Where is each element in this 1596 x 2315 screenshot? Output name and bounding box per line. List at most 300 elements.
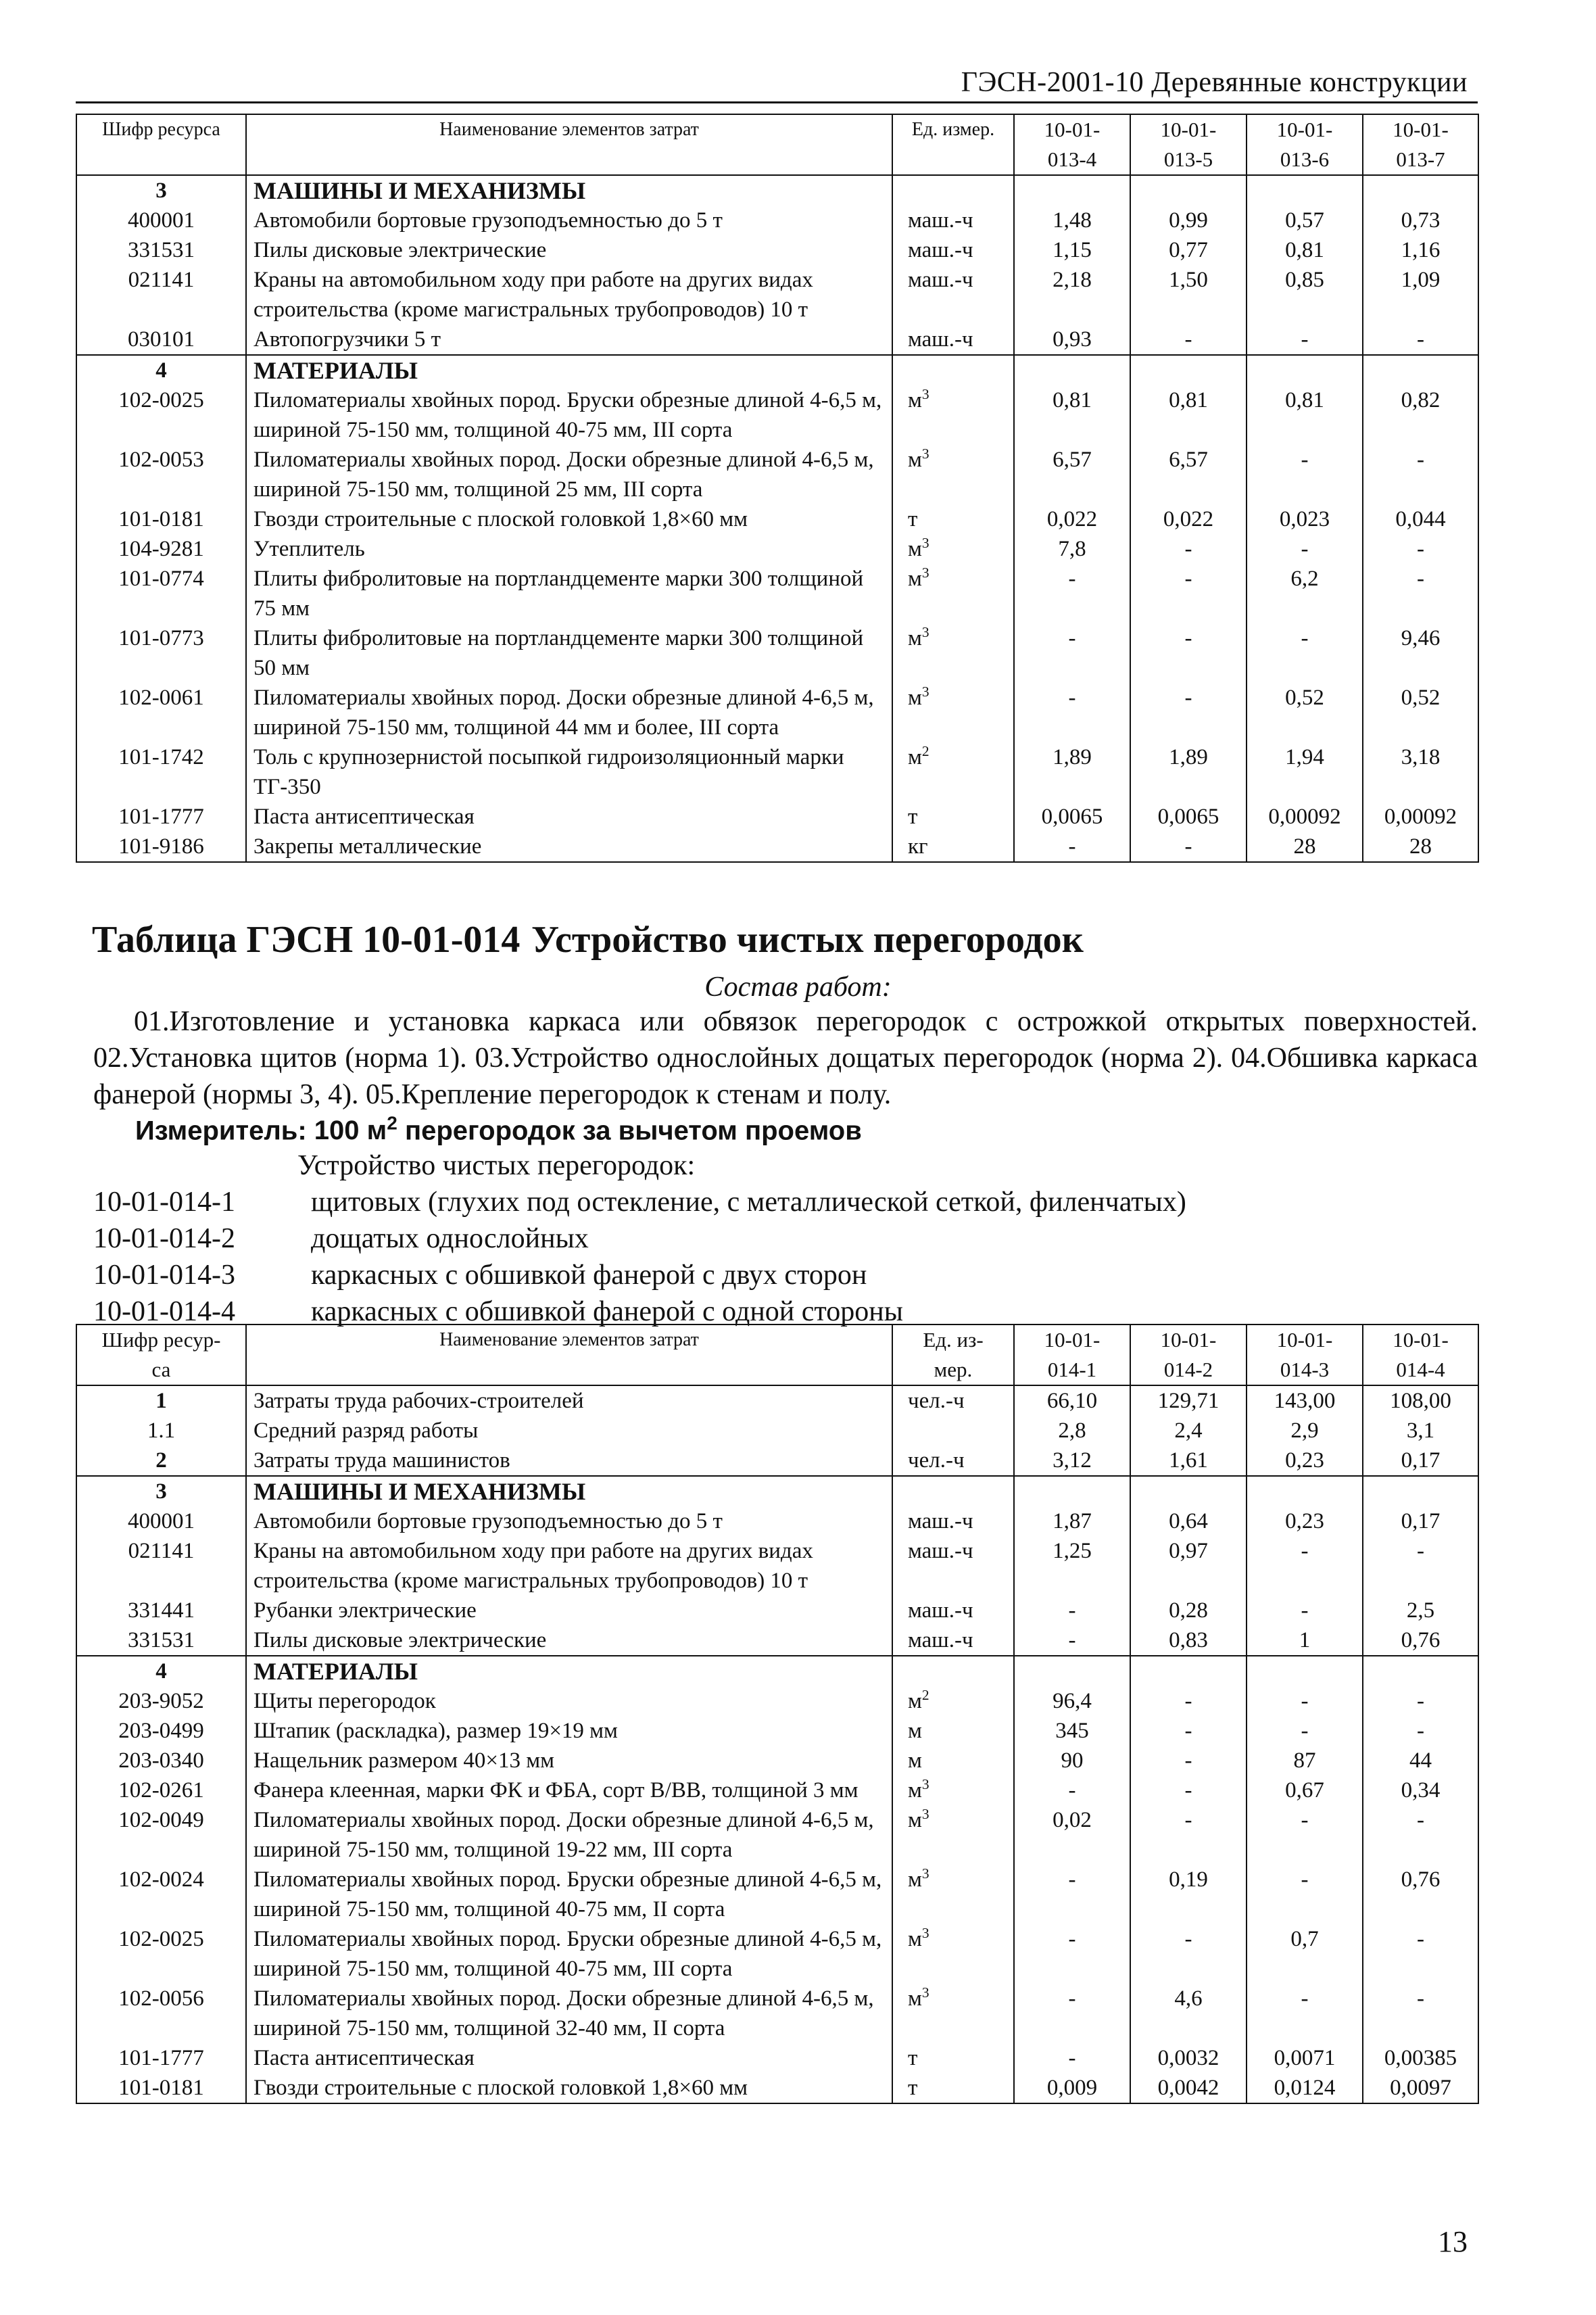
resource-unit — [892, 175, 1014, 206]
resource-unit: маш.-ч — [892, 1596, 1014, 1625]
meter-rest: перегородок за вычетом проемов — [404, 1116, 862, 1146]
header-col-3: 10-01- 013-6 — [1247, 114, 1363, 175]
resource-code: 400001 — [76, 1506, 246, 1536]
norm-value-col-4: 9,46 — [1363, 623, 1478, 683]
table-row — [76, 1865, 1478, 1924]
resource-unit: $м^2$ — [892, 742, 1014, 802]
norm-value-col-3: 0,85 — [1247, 265, 1363, 325]
norm-value-col-3: - — [1247, 1984, 1363, 2043]
resource-table-014 — [76, 1324, 1479, 2104]
norm-value-col-4: 0,00092 — [1363, 802, 1478, 832]
resource-code: 203-0340 — [76, 1746, 246, 1775]
norm-value-col-1: - — [1014, 1865, 1130, 1924]
norm-value-col-3: 0,81 — [1247, 385, 1363, 445]
norm-value-col-2: 0,19 — [1130, 1865, 1247, 1924]
resource-unit: маш.-ч — [892, 206, 1014, 235]
norm-value-col-1 — [1014, 355, 1130, 385]
header-col-4: 10-01- 013-7 — [1363, 114, 1478, 175]
norm-value-col-3 — [1247, 175, 1363, 206]
norm-value-col-4: 108,00 — [1363, 1385, 1478, 1416]
norm-value-col-1: 345 — [1014, 1716, 1130, 1746]
norm-value-col-4: 0,52 — [1363, 683, 1478, 742]
resource-code: 1 — [76, 1385, 246, 1416]
meter-value: 100 $м^2$ — [314, 1113, 397, 1146]
resource-code: 102-0025 — [76, 1924, 246, 1984]
norm-value-col-1: 0,81 — [1014, 385, 1130, 445]
section-row — [76, 1476, 1478, 1506]
resource-name: Краны на автомобильном ходу при работе на других видах строительства (кроме магистральных трубопроводов) 10 т — [246, 265, 892, 325]
norm-value-col-2: - — [1130, 832, 1247, 862]
resource-code: 102-0053 — [76, 445, 246, 504]
norm-value-col-2 — [1130, 1656, 1247, 1686]
resource-unit: чел.-ч — [892, 1385, 1014, 1416]
norm-value-col-4: 0,34 — [1363, 1775, 1478, 1805]
resource-code: 102-0025 — [76, 385, 246, 445]
resource-name: Закрепы металлические — [246, 832, 892, 862]
resource-name: МАТЕРИАЛЫ — [246, 1656, 892, 1686]
norm-value-col-3: 143,00 — [1247, 1385, 1363, 1416]
running-head: ГЭСН-2001-10 Деревянные конструкции — [961, 67, 1468, 98]
norm-value-col-4: 0,17 — [1363, 1446, 1478, 1476]
norm-value-col-3: - — [1247, 534, 1363, 564]
norm-value-col-3: - — [1247, 1596, 1363, 1625]
resource-unit: $м^3$ — [892, 1865, 1014, 1924]
resource-name: МАШИНЫ И МЕХАНИЗМЫ — [246, 175, 892, 206]
norm-value-col-2: - — [1130, 1805, 1247, 1865]
table-row — [76, 802, 1478, 832]
table-row — [76, 832, 1478, 862]
table-row — [76, 445, 1478, 504]
resource-unit — [892, 1476, 1014, 1506]
table-title-label: Таблица ГЭСН 10-01-014 — [92, 919, 521, 961]
norm-value-col-3: 0,023 — [1247, 504, 1363, 534]
norm-value-col-2: 0,99 — [1130, 206, 1247, 235]
norm-value-col-2: 129,71 — [1130, 1385, 1247, 1416]
norm-value-col-4: - — [1363, 1536, 1478, 1596]
header-unit: Ед. из- мер. — [892, 1324, 1014, 1385]
norm-value-col-1: - — [1014, 1775, 1130, 1805]
resource-name: Плиты фибролитовые на портландцементе марки 300 толщиной 50 мм — [246, 623, 892, 683]
norm-value-col-3: 87 — [1247, 1746, 1363, 1775]
norm-value-col-2: - — [1130, 683, 1247, 742]
norm-value-col-3: - — [1247, 1686, 1363, 1716]
resource-unit: м — [892, 1746, 1014, 1775]
norm-value-col-2: - — [1130, 623, 1247, 683]
table-row — [76, 1746, 1478, 1775]
header-code: Шифр ресурса — [76, 114, 246, 175]
resource-code: 4 — [76, 355, 246, 385]
norm-value-col-4: - — [1363, 1716, 1478, 1746]
norm-value-col-3: - — [1247, 1716, 1363, 1746]
resource-name: Паста антисептическая — [246, 2043, 892, 2073]
resource-code: 203-0499 — [76, 1716, 246, 1746]
norm-value-col-1: 7,8 — [1014, 534, 1130, 564]
norm-value-col-3: 0,67 — [1247, 1775, 1363, 1805]
norm-value-col-2: 6,57 — [1130, 445, 1247, 504]
table-header-row — [76, 1324, 1478, 1385]
norm-value-col-2: 4,6 — [1130, 1984, 1247, 2043]
resource-unit: $м^3$ — [892, 445, 1014, 504]
resource-code: 400001 — [76, 206, 246, 235]
resource-unit: т — [892, 802, 1014, 832]
norm-value-col-3 — [1247, 355, 1363, 385]
resource-unit — [892, 1416, 1014, 1446]
table-row — [76, 206, 1478, 235]
resource-unit: маш.-ч — [892, 1625, 1014, 1656]
table-row — [76, 2043, 1478, 2073]
resource-table-013 — [76, 114, 1479, 863]
norm-value-col-2: 0,97 — [1130, 1536, 1247, 1596]
resource-code: 1.1 — [76, 1416, 246, 1446]
resource-unit — [892, 1656, 1014, 1686]
norm-value-col-1: - — [1014, 1625, 1130, 1656]
resource-name: Гвозди строительные с плоской головкой 1,8×60 мм — [246, 2073, 892, 2103]
norm-value-col-4: 0,76 — [1363, 1865, 1478, 1924]
norm-value-col-2: - — [1130, 1686, 1247, 1716]
table-row — [76, 235, 1478, 265]
resource-code: 4 — [76, 1656, 246, 1686]
norm-value-col-4: - — [1363, 1686, 1478, 1716]
norm-value-col-2: 2,4 — [1130, 1416, 1247, 1446]
norm-value-col-2: - — [1130, 1924, 1247, 1984]
table-row — [76, 325, 1478, 355]
resource-name: Рубанки электрические — [246, 1596, 892, 1625]
variants-list — [93, 1186, 1186, 1332]
resource-name: Пилы дисковые электрические — [246, 1625, 892, 1656]
table-row — [76, 1625, 1478, 1656]
resource-name: Автомобили бортовые грузоподъемностью до 5 т — [246, 206, 892, 235]
resource-code: 203-9052 — [76, 1686, 246, 1716]
norm-value-col-4: - — [1363, 1805, 1478, 1865]
norm-value-col-1: - — [1014, 1924, 1130, 1984]
resource-unit: $м^3$ — [892, 534, 1014, 564]
resource-name: Пиломатериалы хвойных пород. Доски обрезные длиной 4-6,5 м, шириной 75-150 мм, толщиной 19-22 мм, III сорта — [246, 1805, 892, 1865]
table-row — [76, 2073, 1478, 2103]
norm-value-col-2 — [1130, 175, 1247, 206]
norm-value-col-2: 1,50 — [1130, 265, 1247, 325]
norm-value-col-1: 6,57 — [1014, 445, 1130, 504]
table-row — [76, 1385, 1478, 1416]
resource-code: 102-0056 — [76, 1984, 246, 2043]
norm-value-col-4 — [1363, 1476, 1478, 1506]
table-row — [76, 742, 1478, 802]
resource-code: 2 — [76, 1446, 246, 1476]
table-row — [76, 1924, 1478, 1984]
table-row — [76, 623, 1478, 683]
resource-code: 3 — [76, 175, 246, 206]
variants-heading: Устройство чистых перегородок: — [297, 1150, 696, 1181]
norm-value-col-4: 1,16 — [1363, 235, 1478, 265]
header-col-2: 10-01- 014-2 — [1130, 1324, 1247, 1385]
table-row — [76, 265, 1478, 325]
meter-label: Измеритель: — [135, 1116, 307, 1146]
table-title — [92, 918, 1084, 961]
resource-name: МАТЕРИАЛЫ — [246, 355, 892, 385]
norm-value-col-3: 0,23 — [1247, 1446, 1363, 1476]
norm-value-col-4: - — [1363, 1984, 1478, 2043]
norm-value-col-1 — [1014, 1656, 1130, 1686]
norm-value-col-2: 0,022 — [1130, 504, 1247, 534]
norm-value-col-2: 0,81 — [1130, 385, 1247, 445]
resource-code: 3 — [76, 1476, 246, 1506]
resource-code: 331531 — [76, 1625, 246, 1656]
norm-value-col-4: 0,00385 — [1363, 2043, 1478, 2073]
norm-value-col-2 — [1130, 355, 1247, 385]
norm-value-col-1: 96,4 — [1014, 1686, 1130, 1716]
resource-unit: т — [892, 504, 1014, 534]
norm-value-col-3: 0,0071 — [1247, 2043, 1363, 2073]
norm-value-col-2: - — [1130, 1775, 1247, 1805]
resource-code: 101-0774 — [76, 564, 246, 623]
norm-value-col-4: 28 — [1363, 832, 1478, 862]
norm-value-col-4 — [1363, 1656, 1478, 1686]
resource-unit: $м^3$ — [892, 1775, 1014, 1805]
norm-value-col-3: 0,81 — [1247, 235, 1363, 265]
norm-value-col-2: 0,64 — [1130, 1506, 1247, 1536]
norm-value-col-3: 0,00092 — [1247, 802, 1363, 832]
variant-item: 10-01-014-4 каркасных с обшивкой фанерой с одной стороны — [93, 1296, 903, 1327]
variant-item: 10-01-014-1 щитовых (глухих под остекление, с металлической сеткой, филенчатых) — [93, 1187, 1186, 1218]
page-number: 13 — [1438, 2225, 1468, 2258]
norm-value-col-4 — [1363, 175, 1478, 206]
resource-unit: $м^3$ — [892, 564, 1014, 623]
resource-unit: $м^3$ — [892, 623, 1014, 683]
norm-value-col-3: 6,2 — [1247, 564, 1363, 623]
resource-name: Пилы дисковые электрические — [246, 235, 892, 265]
resource-name: Утеплитель — [246, 534, 892, 564]
norm-value-col-1: 0,93 — [1014, 325, 1130, 355]
resource-name: Толь с крупнозернистой посыпкой гидроизоляционный марки ТГ-350 — [246, 742, 892, 802]
resource-unit: маш.-ч — [892, 1536, 1014, 1596]
norm-value-col-4: 3,1 — [1363, 1416, 1478, 1446]
norm-value-col-1: 66,10 — [1014, 1385, 1130, 1416]
norm-value-col-4: 0,73 — [1363, 206, 1478, 235]
resource-unit: маш.-ч — [892, 1506, 1014, 1536]
norm-value-col-2: - — [1130, 1716, 1247, 1746]
resource-name: Щиты перегородок — [246, 1686, 892, 1716]
resource-name: Штапик (раскладка), размер 19×19 мм — [246, 1716, 892, 1746]
resource-name: Паста антисептическая — [246, 802, 892, 832]
resource-unit: т — [892, 2073, 1014, 2103]
header-code: Шифр ресур- са — [76, 1324, 246, 1385]
norm-value-col-1: 3,12 — [1014, 1446, 1130, 1476]
table-row — [76, 1536, 1478, 1596]
resource-code: 104-9281 — [76, 534, 246, 564]
table-row — [76, 385, 1478, 445]
norm-value-col-4: - — [1363, 325, 1478, 355]
resource-name: Гвозди строительные с плоской головкой 1,8×60 мм — [246, 504, 892, 534]
norm-value-col-4: 0,76 — [1363, 1625, 1478, 1656]
resource-name: Затраты труда рабочих-строителей — [246, 1385, 892, 1416]
resource-code: 102-0049 — [76, 1805, 246, 1865]
header-col-1: 10-01- 013-4 — [1014, 114, 1130, 175]
norm-value-col-3: - — [1247, 1805, 1363, 1865]
norm-value-col-4: - — [1363, 534, 1478, 564]
resource-unit: кг — [892, 832, 1014, 862]
norm-value-col-1: 1,48 — [1014, 206, 1130, 235]
resource-name: Краны на автомобильном ходу при работе на других видах строительства (кроме магистральных трубопроводов) 10 т — [246, 1536, 892, 1596]
norm-value-col-3: - — [1247, 325, 1363, 355]
resource-code: 102-0061 — [76, 683, 246, 742]
norm-value-col-3 — [1247, 1656, 1363, 1686]
resource-unit: маш.-ч — [892, 235, 1014, 265]
norm-value-col-2: - — [1130, 534, 1247, 564]
resource-code: 102-0261 — [76, 1775, 246, 1805]
norm-value-col-1: 1,25 — [1014, 1536, 1130, 1596]
norm-value-col-1 — [1014, 1476, 1130, 1506]
resource-unit: $м^2$ — [892, 1686, 1014, 1716]
resource-unit: $м^3$ — [892, 1924, 1014, 1984]
norm-value-col-2: 0,83 — [1130, 1625, 1247, 1656]
norm-value-col-4: - — [1363, 445, 1478, 504]
resource-code: 101-0773 — [76, 623, 246, 683]
table-row — [76, 1775, 1478, 1805]
norm-value-col-2: 0,28 — [1130, 1596, 1247, 1625]
table-row — [76, 1686, 1478, 1716]
norm-value-col-2: 1,61 — [1130, 1446, 1247, 1476]
norm-value-col-1: - — [1014, 1984, 1130, 2043]
norm-value-col-1: 1,15 — [1014, 235, 1130, 265]
table-row — [76, 1984, 1478, 2043]
resource-name: Пиломатериалы хвойных пород. Доски обрезные длиной 4-6,5 м, шириной 75-150 мм, толщиной 32-40 мм, II сорта — [246, 1984, 892, 2043]
norm-value-col-4: 0,0097 — [1363, 2073, 1478, 2103]
norm-value-col-1: - — [1014, 564, 1130, 623]
norm-value-col-1: 2,8 — [1014, 1416, 1130, 1446]
norm-value-col-3: 0,52 — [1247, 683, 1363, 742]
norm-value-col-2: - — [1130, 1746, 1247, 1775]
norm-value-col-2: - — [1130, 564, 1247, 623]
norm-value-col-2: 1,89 — [1130, 742, 1247, 802]
resource-name: Затраты труда машинистов — [246, 1446, 892, 1476]
norm-value-col-4: 2,5 — [1363, 1596, 1478, 1625]
resource-name: Фанера клеенная, марки ФК и ФБА, сорт В/ВВ, толщиной 3 мм — [246, 1775, 892, 1805]
norm-value-col-3: 0,0124 — [1247, 2073, 1363, 2103]
resource-unit: $м^3$ — [892, 1805, 1014, 1865]
norm-value-col-3: 1,94 — [1247, 742, 1363, 802]
norm-value-col-4: 0,17 — [1363, 1506, 1478, 1536]
resource-code: 030101 — [76, 325, 246, 355]
resource-name: Пиломатериалы хвойных пород. Бруски обрезные длиной 4-6,5 м, шириной 75-150 мм, толщиной 40-75 мм, II сорта — [246, 1865, 892, 1924]
header-col-3: 10-01- 014-3 — [1247, 1324, 1363, 1385]
table-row — [76, 534, 1478, 564]
resource-unit: маш.-ч — [892, 265, 1014, 325]
norm-value-col-3 — [1247, 1476, 1363, 1506]
table-row — [76, 564, 1478, 623]
norm-value-col-1: - — [1014, 683, 1130, 742]
table-row — [76, 1596, 1478, 1625]
resource-name: Нащельник размером 40×13 мм — [246, 1746, 892, 1775]
table-title-name: Устройство чистых перегородок — [531, 919, 1084, 961]
works-heading: Состав работ: — [704, 972, 892, 1003]
table-row — [76, 1716, 1478, 1746]
resource-code: 101-1742 — [76, 742, 246, 802]
norm-value-col-2: 0,77 — [1130, 235, 1247, 265]
norm-value-col-4: - — [1363, 564, 1478, 623]
header-unit: Ед. измер. — [892, 114, 1014, 175]
norm-value-col-3: - — [1247, 623, 1363, 683]
norm-value-col-2: 0,0065 — [1130, 802, 1247, 832]
norm-value-col-1: 2,18 — [1014, 265, 1130, 325]
resource-name: Пиломатериалы хвойных пород. Доски обрезные длиной 4-6,5 м, шириной 75-150 мм, толщиной 44 мм и более, III сорта — [246, 683, 892, 742]
norm-value-col-4: 1,09 — [1363, 265, 1478, 325]
meter-line — [135, 1113, 862, 1146]
resource-unit: маш.-ч — [892, 325, 1014, 355]
norm-value-col-3: - — [1247, 445, 1363, 504]
norm-value-col-1: - — [1014, 2043, 1130, 2073]
norm-value-col-1: - — [1014, 1596, 1130, 1625]
resource-name: МАШИНЫ И МЕХАНИЗМЫ — [246, 1476, 892, 1506]
resource-name: Автопогрузчики 5 т — [246, 325, 892, 355]
resource-unit: м — [892, 1716, 1014, 1746]
header-rule — [76, 101, 1478, 103]
resource-code: 101-1777 — [76, 2043, 246, 2073]
norm-value-col-2: 0,0032 — [1130, 2043, 1247, 2073]
resource-code: 101-0181 — [76, 504, 246, 534]
table-row — [76, 1506, 1478, 1536]
norm-value-col-1: 0,0065 — [1014, 802, 1130, 832]
resource-unit: $м^3$ — [892, 683, 1014, 742]
variant-item: 10-01-014-3 каркасных с обшивкой фанерой с двух сторон — [93, 1260, 867, 1291]
table-header-row — [76, 114, 1478, 175]
section-row — [76, 1656, 1478, 1686]
resource-name: Пиломатериалы хвойных пород. Доски обрезные длиной 4-6,5 м, шириной 75-150 мм, толщиной 25 мм, III сорта — [246, 445, 892, 504]
resource-unit — [892, 355, 1014, 385]
table-body — [76, 175, 1478, 862]
table-row — [76, 504, 1478, 534]
resource-unit: $м^3$ — [892, 385, 1014, 445]
norm-value-col-1 — [1014, 175, 1130, 206]
norm-value-col-4: 0,82 — [1363, 385, 1478, 445]
table-row — [76, 1416, 1478, 1446]
resource-unit: чел.-ч — [892, 1446, 1014, 1476]
header-col-4: 10-01- 014-4 — [1363, 1324, 1478, 1385]
resource-code: 021141 — [76, 1536, 246, 1596]
resource-name: Пиломатериалы хвойных пород. Бруски обрезные длиной 4-6,5 м, шириной 75-150 мм, толщиной 40-75 мм, III сорта — [246, 1924, 892, 1984]
works-text: 01.Изготовление и установка каркаса или обвязок перегородок с острожкой открытых поверхностей. 02.Установка щитов (норма 1). 03.Устройство однослойных дощатых перегородок (норма 2). 04.Обшивка каркаса фанерой (нормы 3, 4). 05.Крепление перегородок к стенам и полу. — [93, 1006, 1478, 1110]
table-body — [76, 1385, 1478, 2103]
resource-code: 331531 — [76, 235, 246, 265]
resource-unit: т — [892, 2043, 1014, 2073]
norm-value-col-4: 3,18 — [1363, 742, 1478, 802]
norm-value-col-3: 2,9 — [1247, 1416, 1363, 1446]
norm-value-col-3: 0,57 — [1247, 206, 1363, 235]
norm-value-col-4 — [1363, 355, 1478, 385]
resource-code: 101-1777 — [76, 802, 246, 832]
resource-code: 102-0024 — [76, 1865, 246, 1924]
norm-value-col-2 — [1130, 1476, 1247, 1506]
table-row — [76, 1446, 1478, 1476]
resource-name: Автомобили бортовые грузоподъемностью до 5 т — [246, 1506, 892, 1536]
variant-item: 10-01-014-2 дощатых однослойных — [93, 1223, 589, 1254]
resource-unit: $м^3$ — [892, 1984, 1014, 2043]
norm-value-col-1: 1,87 — [1014, 1506, 1130, 1536]
norm-value-col-3: 0,23 — [1247, 1506, 1363, 1536]
header-col-2: 10-01- 013-5 — [1130, 114, 1247, 175]
norm-value-col-4: 44 — [1363, 1746, 1478, 1775]
resource-name: Плиты фибролитовые на портландцементе марки 300 толщиной 75 мм — [246, 564, 892, 623]
norm-value-col-3: - — [1247, 1536, 1363, 1596]
norm-value-col-1: - — [1014, 832, 1130, 862]
section-row — [76, 355, 1478, 385]
section-row — [76, 175, 1478, 206]
resource-code: 101-0181 — [76, 2073, 246, 2103]
resource-code: 021141 — [76, 265, 246, 325]
header-name: Наименование элементов затрат — [246, 114, 892, 175]
resource-name: Средний разряд работы — [246, 1416, 892, 1446]
header-name: Наименование элементов затрат — [246, 1324, 892, 1385]
norm-value-col-1: 0,02 — [1014, 1805, 1130, 1865]
table-row — [76, 683, 1478, 742]
